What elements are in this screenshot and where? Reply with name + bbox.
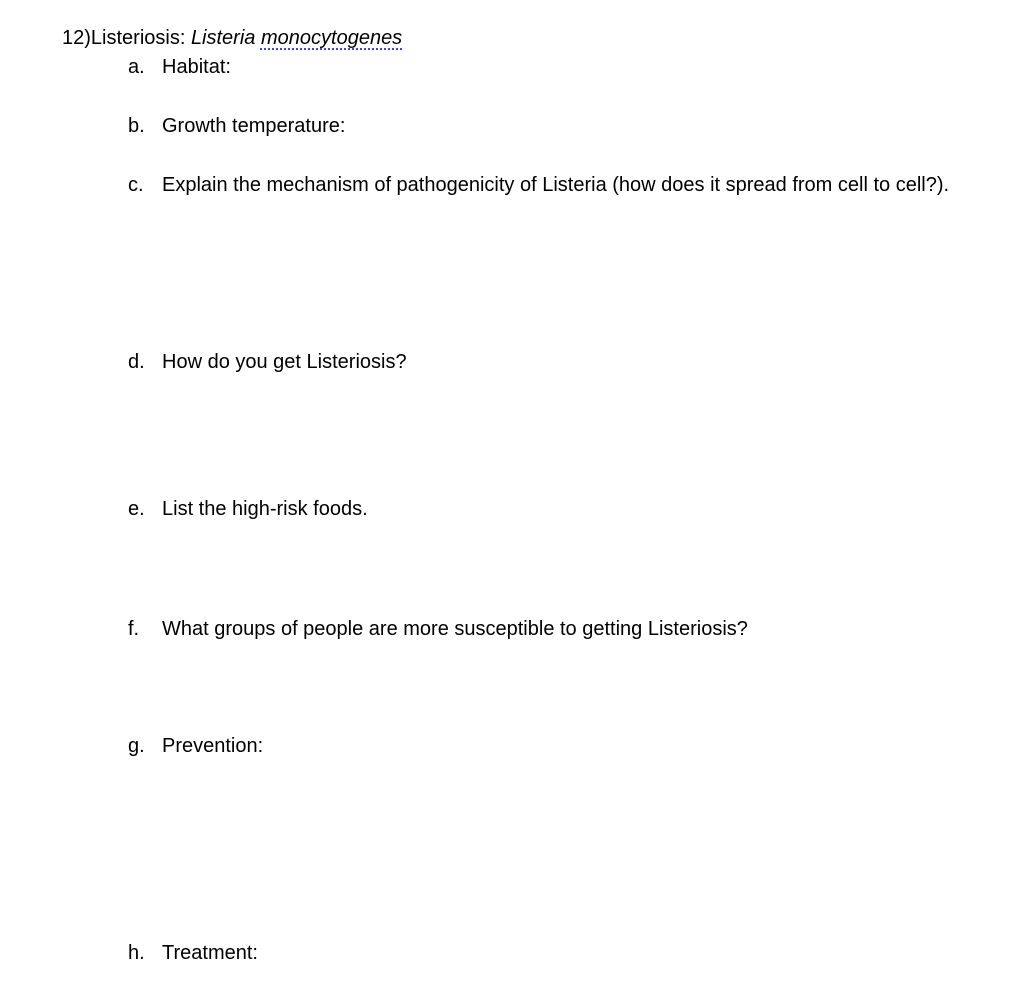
list-item-high-risk-foods bbox=[128, 495, 368, 524]
list-marker: h. bbox=[128, 942, 145, 964]
list-item-text: Treatment: bbox=[162, 942, 258, 964]
list-item-susceptible-groups bbox=[128, 615, 748, 644]
list-marker: e. bbox=[128, 498, 145, 520]
list-item-prevention bbox=[128, 732, 263, 761]
question-heading bbox=[62, 25, 402, 51]
list-item-text: Explain the mechanism of pathogenicity of Listeria (how does it spread from cell to cell?). bbox=[162, 174, 950, 196]
organism-species-spellcheck[interactable]: monocytogenes bbox=[260, 27, 403, 49]
question-title: Listeriosis: bbox=[90, 27, 191, 49]
list-item-pathogenicity bbox=[128, 171, 982, 200]
organism-genus: Listeria bbox=[190, 27, 256, 49]
list-marker: g. bbox=[128, 735, 145, 757]
list-item-text: Habitat: bbox=[162, 56, 231, 78]
list-item-text: List the high-risk foods. bbox=[162, 498, 368, 520]
list-item-growth-temperature bbox=[128, 112, 345, 141]
list-marker: c. bbox=[128, 174, 144, 196]
list-marker: b. bbox=[128, 115, 145, 137]
list-marker: d. bbox=[128, 351, 145, 373]
list-item-text: Growth temperature: bbox=[162, 115, 346, 137]
list-marker: f. bbox=[128, 618, 140, 640]
list-marker: a. bbox=[128, 56, 145, 78]
list-item-habitat bbox=[128, 53, 231, 82]
list-item-treatment bbox=[128, 939, 258, 968]
list-item-transmission bbox=[128, 348, 407, 377]
list-item-text: How do you get Listeriosis? bbox=[162, 351, 407, 373]
question-number: 12) bbox=[62, 27, 91, 49]
list-item-text: What groups of people are more susceptible to getting Listeriosis? bbox=[162, 618, 748, 640]
list-item-text: Prevention: bbox=[162, 735, 264, 757]
